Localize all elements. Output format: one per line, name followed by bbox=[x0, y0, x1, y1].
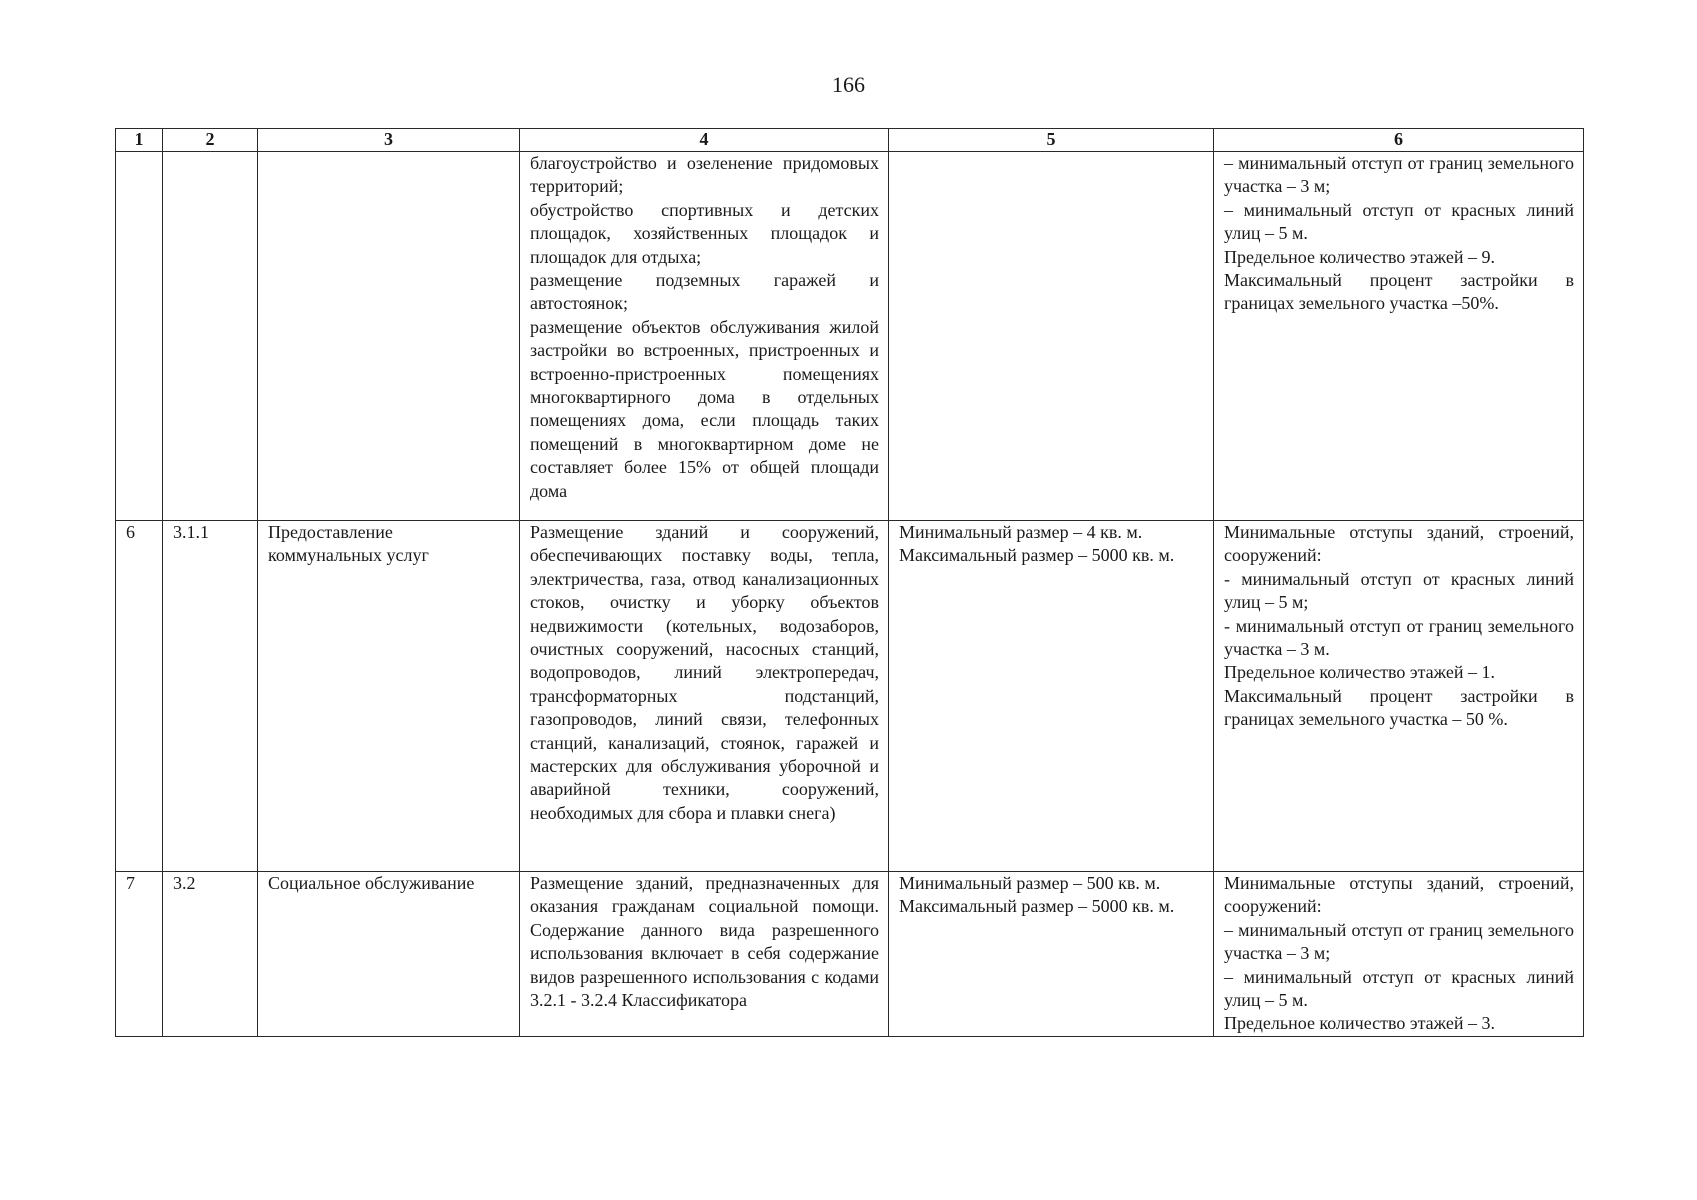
size-line: Минимальный размер – 4 кв. м. bbox=[899, 522, 1143, 542]
header-cell: 5 bbox=[889, 129, 1214, 152]
parameter-line: Предельное количество этажей – 1. bbox=[1224, 662, 1495, 683]
row-number-cell: 6 bbox=[116, 521, 163, 872]
regulations-table bbox=[115, 128, 1584, 1037]
parameter-line: Минимальные отступы зданий, строений, сооружений: bbox=[1224, 522, 1574, 566]
row-name-cell: Социальное обслуживание bbox=[258, 872, 520, 1037]
description-paragraph: обустройство спортивных и детских площадок, хозяйственных площадок и площадок для отдыха; bbox=[530, 199, 879, 267]
table-row bbox=[116, 872, 1584, 1037]
size-line: Минимальный размер – 500 кв. м. bbox=[899, 873, 1161, 893]
description-paragraph: благоустройство и озеленение придомовых территорий; bbox=[530, 153, 879, 197]
parameter-line: – минимальный отступ от границ земельного участка – 3 м; bbox=[1224, 919, 1574, 964]
size-line: Максимальный размер – 5000 кв. м. bbox=[899, 896, 1175, 917]
row-parameters-cell bbox=[1214, 521, 1584, 872]
table-header-row bbox=[116, 129, 1584, 152]
row-code-cell: 3.1.1 bbox=[163, 521, 258, 872]
description-paragraph: размещение объектов обслуживания жилой застройки во встроенных, пристроенных и встроенно-пристроенных помещениях многоквартирного дома в отдельных помещениях дома, если площадь таких помещений в многоквартирном доме не составляет более 15% от общей площади дома bbox=[530, 316, 879, 501]
description-paragraph: размещение подземных гаражей и автостоянок; bbox=[530, 270, 879, 314]
row-description-cell bbox=[520, 152, 889, 521]
row-name-cell bbox=[258, 152, 520, 521]
row-description-cell bbox=[520, 872, 889, 1037]
row-parameters-cell bbox=[1214, 152, 1584, 521]
row-description-cell bbox=[520, 521, 889, 872]
header-cell: 2 bbox=[163, 129, 258, 152]
row-name-cell: Предоставление коммунальных услуг bbox=[258, 521, 520, 872]
size-line: Максимальный размер – 5000 кв. м. bbox=[899, 545, 1175, 566]
header-cell: 1 bbox=[116, 129, 163, 152]
row-code-cell bbox=[163, 152, 258, 521]
parameter-line: – минимальный отступ от красных линий улиц – 5 м. bbox=[1224, 966, 1574, 1011]
row-number-cell: 7 bbox=[116, 872, 163, 1037]
description-paragraph: Размещение зданий, предназначенных для оказания гражданам социальной помощи. Содержание данного вида разрешенного использования включает в себя содержание видов разрешенного использования с кодами 3.2.1 - 3.2.4 Классификатора bbox=[530, 873, 879, 1011]
parameter-line: Максимальный процент застройки в границах земельного участка – 50 %. bbox=[1224, 685, 1574, 730]
header-cell: 4 bbox=[520, 129, 889, 152]
row-sizes-cell bbox=[889, 521, 1214, 872]
header-cell: 6 bbox=[1214, 129, 1584, 152]
parameter-line: Максимальный процент застройки в границах земельного участка –50%. bbox=[1224, 270, 1574, 314]
description-paragraph: Размещение зданий и сооружений, обеспечивающих поставку воды, тепла, электричества, газа, отвод канализационных стоков, очистку и уборку объектов недвижимости (котельных, водозаборов, очистных сооружений, насосных станций, водопроводов, линий электропередач, трансформаторных подстанций, газопроводов, линий связи, телефонных станций, канализаций, стоянок, гаражей и мастерских для обслуживания уборочной и аварийной техники, сооружений, необходимых для сбора и плавки снега) bbox=[530, 522, 879, 823]
parameter-line: Предельное количество этажей – 3. bbox=[1224, 1013, 1495, 1034]
header-cell: 3 bbox=[258, 129, 520, 152]
page-number: 166 bbox=[832, 72, 865, 97]
row-parameters-cell bbox=[1214, 872, 1584, 1037]
row-sizes-cell bbox=[889, 872, 1214, 1037]
row-number-cell bbox=[116, 152, 163, 521]
table-row bbox=[116, 521, 1584, 872]
parameter-line: Предельное количество этажей – 9. bbox=[1224, 246, 1495, 267]
parameter-line: – минимальный отступ от красных линий улиц – 5 м. bbox=[1224, 199, 1574, 244]
parameter-line: - минимальный отступ от границ земельного участка – 3 м. bbox=[1224, 615, 1574, 660]
parameter-line: - минимальный отступ от красных линий улиц – 5 м; bbox=[1224, 568, 1574, 613]
row-sizes-cell bbox=[889, 152, 1214, 521]
parameter-line: – минимальный отступ от границ земельного участка – 3 м; bbox=[1224, 153, 1574, 197]
row-code-cell: 3.2 bbox=[163, 872, 258, 1037]
parameter-line: Минимальные отступы зданий, строений, сооружений: bbox=[1224, 873, 1574, 917]
table-row bbox=[116, 152, 1584, 521]
